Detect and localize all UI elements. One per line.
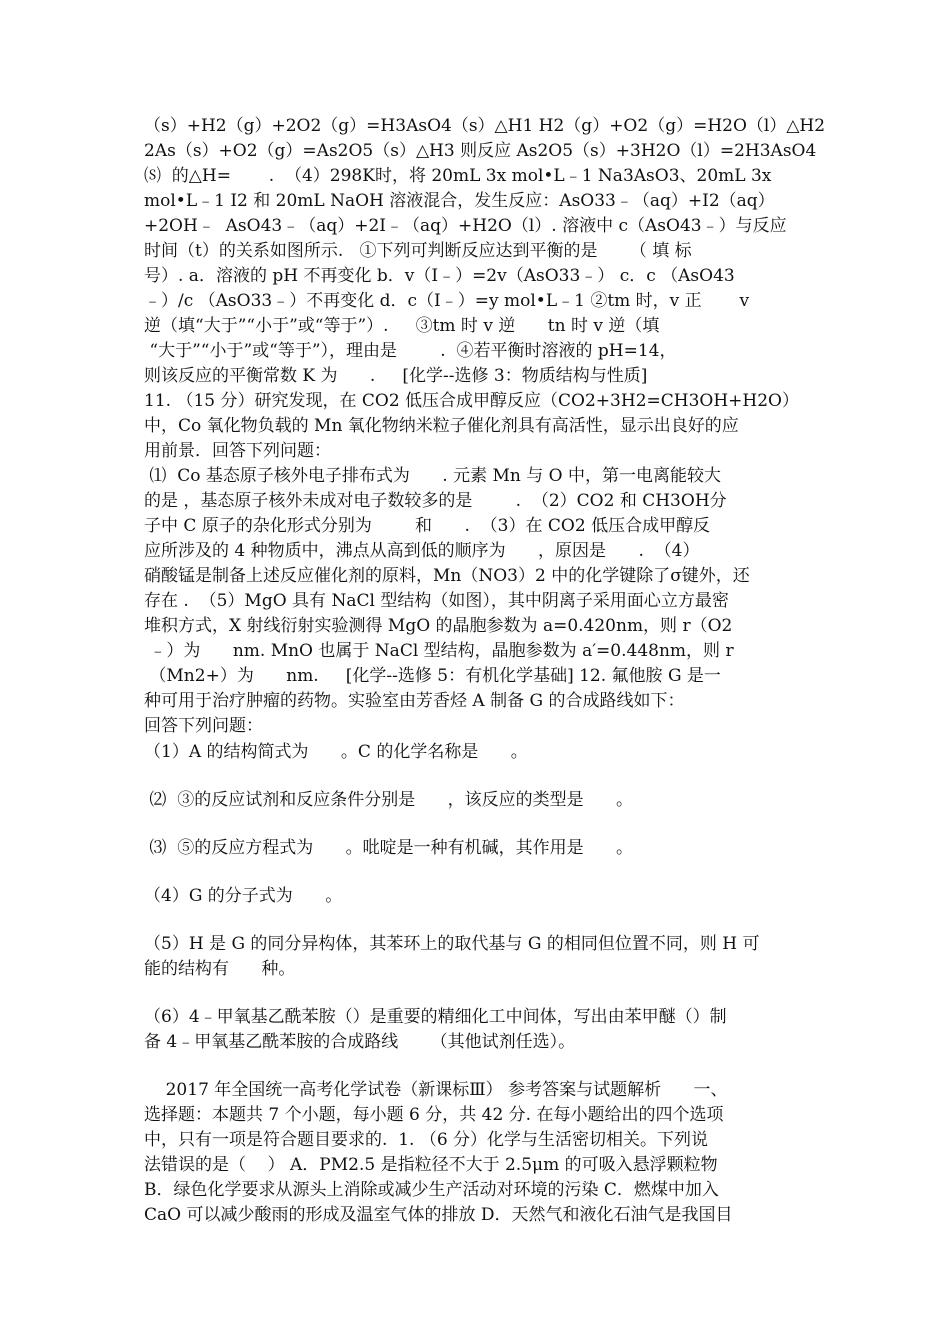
text-line: （1）A 的结构简式为 。C 的化学名称是 。 <box>144 742 528 762</box>
text-line: 2As（s）+O2（g）=As2O5（s）△H3 则反应 As2O5（s）+3H2O（l）=2H3AsO4 <box>144 141 817 161</box>
text-line: CaO 可以减少酸雨的形成及温室气体的排放 D．天然气和液化石油气是我国目 <box>144 1205 733 1225</box>
text-line: （5）H 是 G 的同分异构体，其苯环上的取代基与 G 的相同但位置不同，则 H 可 <box>144 934 760 954</box>
text-line: ⑵ ③的反应试剂和反应条件分别是 ，该反应的类型是 。 <box>144 790 634 810</box>
text-line: 堆积方式，X 射线衍射实验测得 MgO 的晶胞参数为 a=0.420nm，则 r（O2 <box>144 616 733 636</box>
text-line: B．绿色化学要求从源头上消除或减少生产活动对环境的污染 C．燃煤中加入 <box>144 1180 719 1200</box>
text-line: （6）4﹣甲氧基乙酰苯胺（）是重要的精细化工中间体，写出由苯甲醚（）制 <box>144 1007 727 1027</box>
text-line: mol•L﹣1 I2 和 20mL NaOH 溶液混合，发生反应：AsO33﹣（aq）+I2（aq） <box>144 191 775 211</box>
text-line: ⑶ ⑤的反应方程式为 。吡啶是一种有机碱，其作用是 。 <box>144 838 634 858</box>
text-line: 子中 C 原子的杂化形式分别为 和 . （3）在 CO2 低压合成甲醇反 <box>144 516 711 536</box>
text-line: 的是 ，基态原子核外未成对电子数较多的是 . （2）CO2 和 CH3OH分 <box>144 491 727 511</box>
text-line: 应所涉及的 4 种物质中，沸点从高到低的顺序为 ，原因是 . （4） <box>144 541 700 561</box>
text-line: ⒮ 的△H= . （4）298K时，将 20mL 3x mol•L﹣1 Na3AsO3、20mL 3x <box>144 166 772 186</box>
text-line: 2017 年全国统一高考化学试卷（新课标Ⅲ） 参考答案与试题解析 一、 <box>144 1080 728 1100</box>
text-line: 则该反应的平衡常数 K 为 . [化学--选修 3：物质结构与性质] <box>144 366 648 386</box>
text-line: 时间（t）的关系如图所示. ①下列可判断反应达到平衡的是 （ 填 标 <box>144 241 692 261</box>
text-line: ﹣）为 nm. MnO 也属于 NaCl 型结构，晶胞参数为 a′=0.448nm，则 r <box>144 641 734 661</box>
text-line: 号）. a．溶液的 pH 不再变化 b．v（I﹣）=2v（AsO33﹣） c．c （AsO43 <box>144 266 735 286</box>
text-line: 法错误的是（ ） A．PM2.5 是指粒径不大于 2.5μm 的可吸入悬浮颗粒物 <box>144 1155 718 1175</box>
text-line: ﹣）/c （AsO33﹣）不再变化 d．c（I﹣）=y mol•L﹣1 ②tm 时，v 正 v <box>144 291 750 311</box>
text-line: 能的结构有 种。 <box>144 959 296 979</box>
text-line: ⑴ Co 基态原子核外电子排布式为 . 元素 Mn 与 O 中，第一电离能较大 <box>144 466 721 486</box>
text-line: 硝酸锰是制备上述反应催化剂的原料，Mn（NO3）2 中的化学键除了σ键外，还 <box>144 566 750 586</box>
text-line: +2OH﹣ AsO43﹣（aq）+2I﹣（aq）+H2O（l）. 溶液中 c（AsO43﹣）与反应 <box>144 216 787 236</box>
text-line: 种可用于治疗肿瘤的药物。实验室由芳香烃 A 制备 G 的合成路线如下： <box>144 691 685 711</box>
text-line: 中，只有一项是符合题目要求的. 1. （6 分）化学与生活密切相关。下列说 <box>144 1130 709 1150</box>
text-line: 回答下列问题： <box>144 716 263 736</box>
text-line: （s）+H2（g）+2O2（g）=H3AsO4（s）△H1 H2（g）+O2（g）=H2O（l）△H2 <box>144 116 826 136</box>
text-line: 11. （15 分）研究发现，在 CO2 低压合成甲醇反应（CO2+3H2=CH3OH+H2O） <box>144 391 799 411</box>
text-line: 中，Co 氧化物负载的 Mn 氧化物纳米粒子催化剂具有高活性，显示出良好的应 <box>144 416 739 436</box>
text-line: 备 4﹣甲氧基乙酰苯胺的合成路线 （其他试剂任选）。 <box>144 1032 576 1052</box>
text-line: 用前景．回答下列问题： <box>144 441 331 461</box>
text-line: 存在 . （5）MgO 具有 NaCl 型结构（如图），其中阴离子采用面心立方最密 <box>144 591 729 611</box>
text-line: “大于”“小于”或“等于”），理由是 . ④若平衡时溶液的 pH=14， <box>144 341 677 361</box>
text-line: 选择题：本题共 7 个小题，每小题 6 分，共 42 分. 在每小题给出的四个选项 <box>144 1105 724 1125</box>
text-line: （Mn2+）为 nm. [化学--选修 5：有机化学基础] 12. 氟他胺 G 是一 <box>144 666 721 686</box>
text-line: 逆（填“大于”“小于”或“等于”）. ③tm 时 v 逆 tn 时 v 逆（填 <box>144 316 660 336</box>
text-line: （4）G 的分子式为 。 <box>144 886 343 906</box>
